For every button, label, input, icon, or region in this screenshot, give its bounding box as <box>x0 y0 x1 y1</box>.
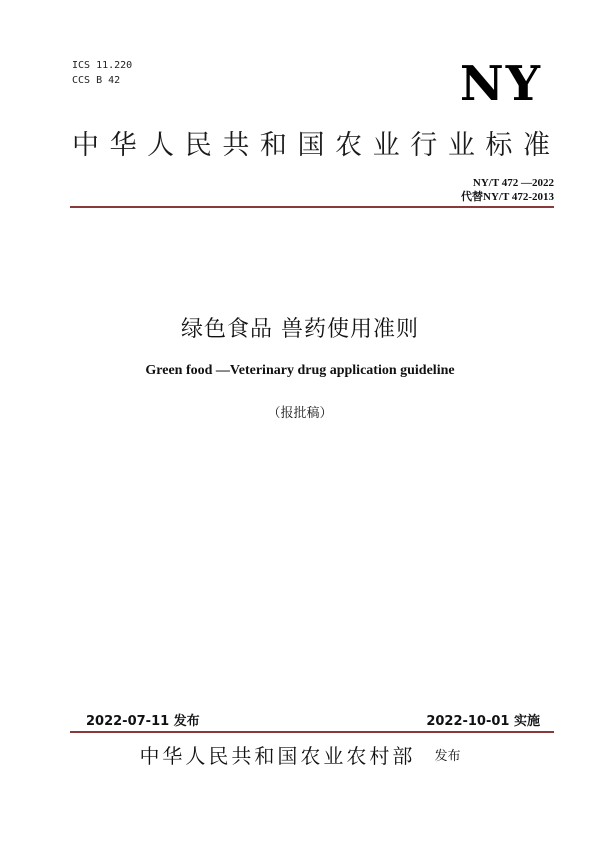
ics-code: ICS 11.220 <box>72 60 133 71</box>
issuer-name: 中华人民共和国农业农村部 <box>139 744 416 768</box>
footer-divider <box>70 731 554 733</box>
document-title-en: Green food —Veterinary drug application guideline <box>145 363 455 378</box>
issuer-suffix: 发布 <box>434 749 461 764</box>
implement-date: 2022-10-01 实施 <box>426 714 540 729</box>
standard-code: NY/T 472 —2022 <box>472 177 554 189</box>
standard-code-block <box>461 176 554 204</box>
publish-date: 2022-07-11 发布 <box>86 714 200 729</box>
replaces-code: 代替NY/T 472-2013 <box>461 191 554 203</box>
standard-category: 中华人民共和国农业行业标准 <box>72 130 556 161</box>
ccs-code: CCS B 42 <box>72 75 121 86</box>
issuer-line <box>0 740 600 769</box>
ny-logo: NY <box>459 56 542 112</box>
document-title-cn: 绿色食品 兽药使用准则 <box>181 317 419 342</box>
document-status: （报批稿） <box>267 406 333 421</box>
classification-codes <box>72 58 132 88</box>
header-divider <box>70 206 554 208</box>
